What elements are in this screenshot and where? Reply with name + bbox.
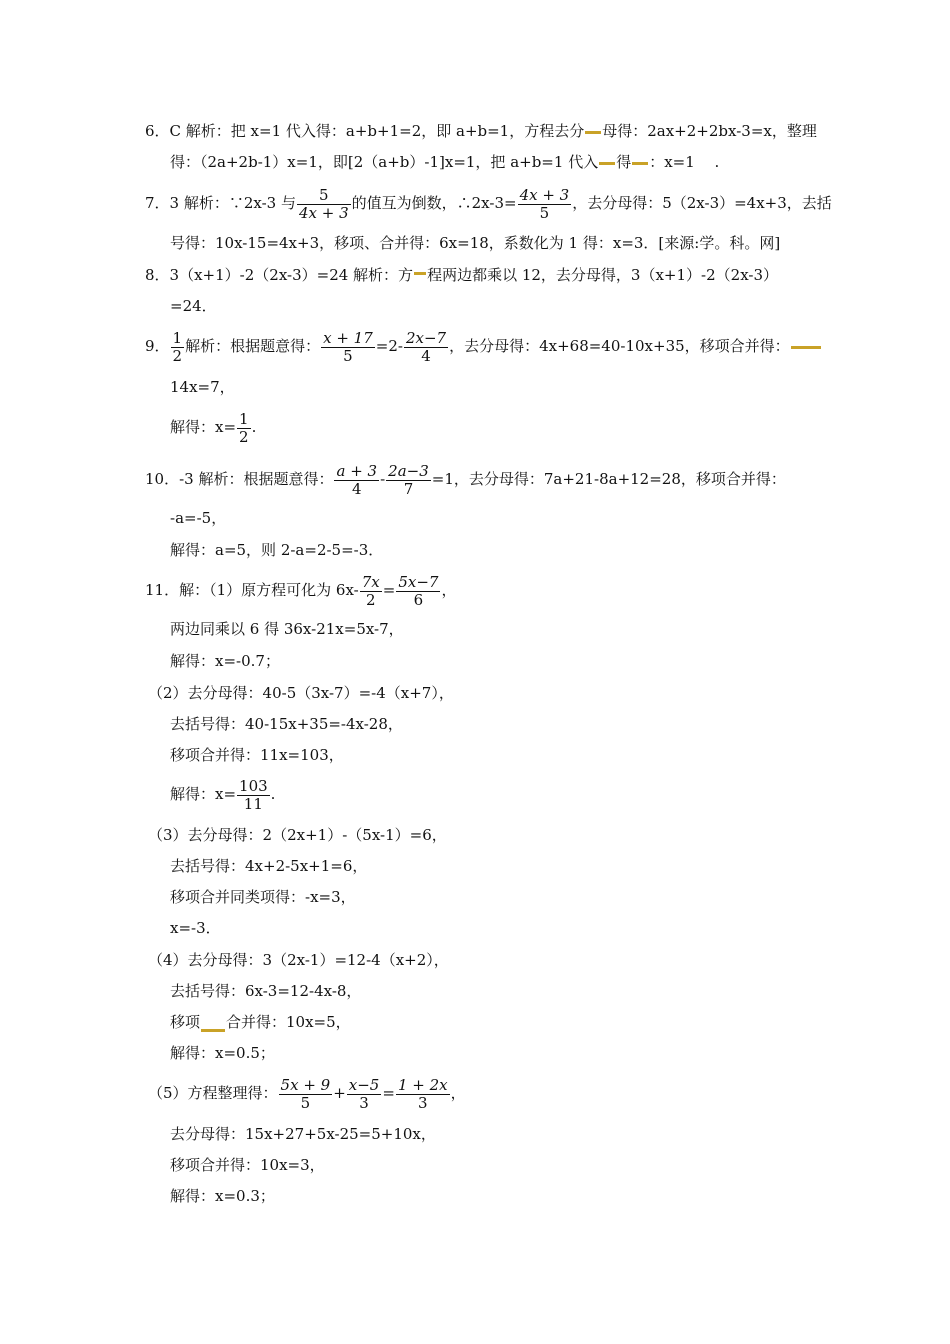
- answer-text: -3 解析：根据题意得：: [179, 470, 334, 488]
- fraction: [321, 330, 375, 365]
- part-4-line-1: [148, 950, 449, 970]
- denominator: 5: [300, 1093, 311, 1112]
- answer-text: 移项合并同类项得：-x=3，: [170, 888, 356, 906]
- part-3-line-4: [170, 918, 221, 938]
- answer-text: ，: [450, 1084, 466, 1102]
- answer-text: =24．: [170, 297, 217, 315]
- numerator: 5x−7: [398, 572, 439, 591]
- answer-text: 3 解析：∵2x-3 与: [169, 194, 296, 212]
- answer-text: 得: [616, 153, 632, 171]
- answer-text: 合并得：10x=5，: [226, 1013, 351, 1031]
- answer-11-line-3: [170, 651, 280, 671]
- numerator: 103: [239, 776, 268, 795]
- answer-text: C 解析：把 x=1 代入得：a+b+1=2，即 a+b=1，方程去分: [169, 122, 585, 140]
- fraction: [386, 463, 431, 498]
- answer-text: 解得：a=5，则 2-a=2-5=-3．: [170, 541, 384, 559]
- fraction: [360, 574, 382, 609]
- numerator: 5: [297, 187, 351, 205]
- answer-8-line-1: [145, 265, 778, 285]
- answer-text: 14x=7，: [170, 378, 235, 396]
- numerator: 1: [239, 409, 249, 428]
- answer-text: 的值互为倒数，∴2x-3=: [351, 194, 517, 212]
- answer-text: （2）去分母得：40-5（3x-7）=-4（x+7），: [148, 684, 454, 702]
- fraction: [171, 330, 185, 365]
- answer-text: （3）去分母得：2（2x+1）-（5x-1）=6，: [148, 826, 447, 844]
- answer-text: （5）方程整理得：: [148, 1084, 278, 1102]
- denominator: 4x + 3: [298, 203, 349, 222]
- highlight-mark: [599, 162, 615, 165]
- answer-text: 移项: [170, 1013, 201, 1031]
- denominator: 5: [343, 346, 353, 365]
- numerator: 7x: [361, 572, 380, 591]
- answer-11-line-1: [145, 570, 456, 610]
- part-2-line-2: [170, 714, 403, 734]
- part-5-line-2: [170, 1124, 436, 1144]
- answer-10-line-3: [170, 540, 383, 560]
- denominator: 2: [365, 590, 376, 609]
- denominator: 2: [172, 346, 183, 365]
- highlight-mark: [201, 1029, 225, 1032]
- numerator: 2x−7: [405, 328, 447, 347]
- part-5-line-4: [170, 1186, 275, 1206]
- part-3-line-2: [170, 856, 367, 876]
- numerator: 2a−3: [388, 461, 429, 480]
- numerator: 1: [172, 328, 183, 347]
- highlight-mark: [585, 131, 601, 134]
- answer-number: 9．: [145, 337, 170, 355]
- answer-9-line-3: [170, 407, 256, 447]
- part-4-line-3: [170, 1012, 351, 1032]
- answer-10-line-2: [170, 508, 226, 528]
- part-4-line-2: [170, 981, 361, 1001]
- answer-11-line-2: [170, 619, 404, 639]
- answer-text: 解得：x=0.3；: [170, 1187, 275, 1205]
- answer-7-line-2: [170, 233, 780, 253]
- answer-number: 10．: [145, 470, 180, 488]
- answer-text: 两边同乘以 6 得 36x-21x=5x-7，: [170, 620, 404, 638]
- answer-number: 6．: [145, 122, 170, 140]
- answer-text: 解得：x=-0.7；: [170, 652, 280, 670]
- fraction: [237, 411, 251, 446]
- answer-10-line-1: [145, 459, 786, 499]
- answer-text: 解得：x=: [170, 418, 237, 436]
- answer-text: +: [333, 1084, 346, 1102]
- numerator: 5x + 9: [280, 1075, 331, 1094]
- part-4-line-4: [170, 1043, 275, 1063]
- answer-text: 母得：2ax+2+2bx-3=x，整理: [602, 122, 817, 140]
- numerator: 4x + 3: [519, 185, 570, 204]
- answer-text: 去括号得：4x+2-5x+1=6，: [170, 857, 368, 875]
- denominator: 3: [359, 1093, 369, 1112]
- part-2-line-1: [148, 683, 454, 703]
- fraction: [404, 330, 448, 365]
- answer-text: ，: [441, 581, 457, 599]
- answer-text: 去括号得：40-15x+35=-4x-28，: [170, 715, 403, 733]
- fraction: [297, 187, 351, 222]
- answer-number: 7．: [145, 194, 170, 212]
- answer-number: 11．: [145, 581, 180, 599]
- answer-text: -: [380, 470, 386, 488]
- answer-6-line-1: [145, 121, 817, 141]
- answer-text: 号得：10x-15=4x+3，移项、合并得：6x=18，系数化为 1 得：x=3．[来源:学。科。网]: [170, 234, 781, 252]
- answer-text: =2-: [375, 337, 403, 355]
- answer-text: ，去分母得：5（2x-3）=4x+3，去括: [572, 194, 832, 212]
- answer-text: =: [382, 1084, 395, 1102]
- answer-text: ，去分母得：4x+68=40-10x+35，移项合并得：: [449, 337, 790, 355]
- fraction: [237, 778, 270, 813]
- answer-text: 3（x+1）-2（2x-3）=24 解析：方: [169, 266, 414, 284]
- answer-6-line-2: [170, 152, 719, 172]
- highlight-mark: [791, 346, 821, 349]
- denominator: 2: [239, 427, 249, 446]
- denominator: 6: [413, 590, 424, 609]
- fraction: [279, 1077, 333, 1112]
- part-5-line-1: [148, 1073, 466, 1113]
- answer-text: .: [251, 418, 257, 436]
- numerator: a + 3: [336, 461, 378, 480]
- answer-text: 解得：x=: [170, 785, 237, 803]
- part-2-line-3: [170, 745, 344, 765]
- fraction: [347, 1077, 382, 1112]
- answer-text: 解析：根据题意得：: [185, 337, 321, 355]
- numerator: x + 17: [323, 328, 373, 347]
- denominator: 3: [417, 1093, 428, 1112]
- denominator: 11: [243, 794, 263, 813]
- part-2-line-4: [170, 774, 275, 814]
- highlight-mark: [414, 272, 426, 275]
- numerator: 1 + 2x: [397, 1075, 448, 1094]
- fraction: [518, 187, 572, 222]
- numerator: x−5: [348, 1075, 380, 1094]
- answer-text: x=-3．: [170, 919, 221, 937]
- fraction: [396, 1077, 450, 1112]
- answer-text: 去分母得：15x+27+5x-25=5+10x，: [170, 1125, 436, 1143]
- answer-text: =1，去分母得：7a+21-8a+12=28，移项合并得：: [431, 470, 786, 488]
- answer-text: 移项合并得：10x=3，: [170, 1156, 325, 1174]
- denominator: 4: [421, 346, 431, 365]
- answer-text: -a=-5，: [170, 509, 227, 527]
- fraction: [396, 574, 440, 609]
- answer-text: 去括号得：6x-3=12-4x-8，: [170, 982, 362, 1000]
- answer-text: 解得：x=0.5；: [170, 1044, 275, 1062]
- answer-text: =: [382, 581, 396, 599]
- answer-9-line-2: [170, 377, 235, 397]
- part-5-line-3: [170, 1155, 325, 1175]
- answer-text: 解：（1）原方程可化为 6x-: [179, 581, 359, 599]
- answer-text: 得：（2a+2b-1）x=1，即[2（a+b）-1]x=1，把 a+b=1 代入: [170, 153, 599, 171]
- answer-7-line-1: [145, 183, 832, 223]
- answer-text: 程两边都乘以 12，去分母得，3（x+1）-2（2x-3）: [427, 266, 778, 284]
- part-3-line-1: [148, 825, 447, 845]
- part-3-line-3: [170, 887, 356, 907]
- fraction: [334, 463, 379, 498]
- denominator: 5: [539, 203, 550, 222]
- answer-8-line-2: [170, 296, 217, 316]
- denominator: 7: [403, 479, 414, 498]
- answer-9-line-1: [145, 326, 822, 366]
- answer-number: 8．: [145, 266, 170, 284]
- denominator: 4: [352, 479, 362, 498]
- highlight-mark: [632, 162, 648, 165]
- answer-text: ：x=1 .: [649, 153, 720, 171]
- answer-text: （4）去分母得：3（2x-1）=12-4（x+2），: [148, 951, 449, 969]
- answer-text: 移项合并得：11x=103，: [170, 746, 344, 764]
- answer-text: .: [270, 785, 276, 803]
